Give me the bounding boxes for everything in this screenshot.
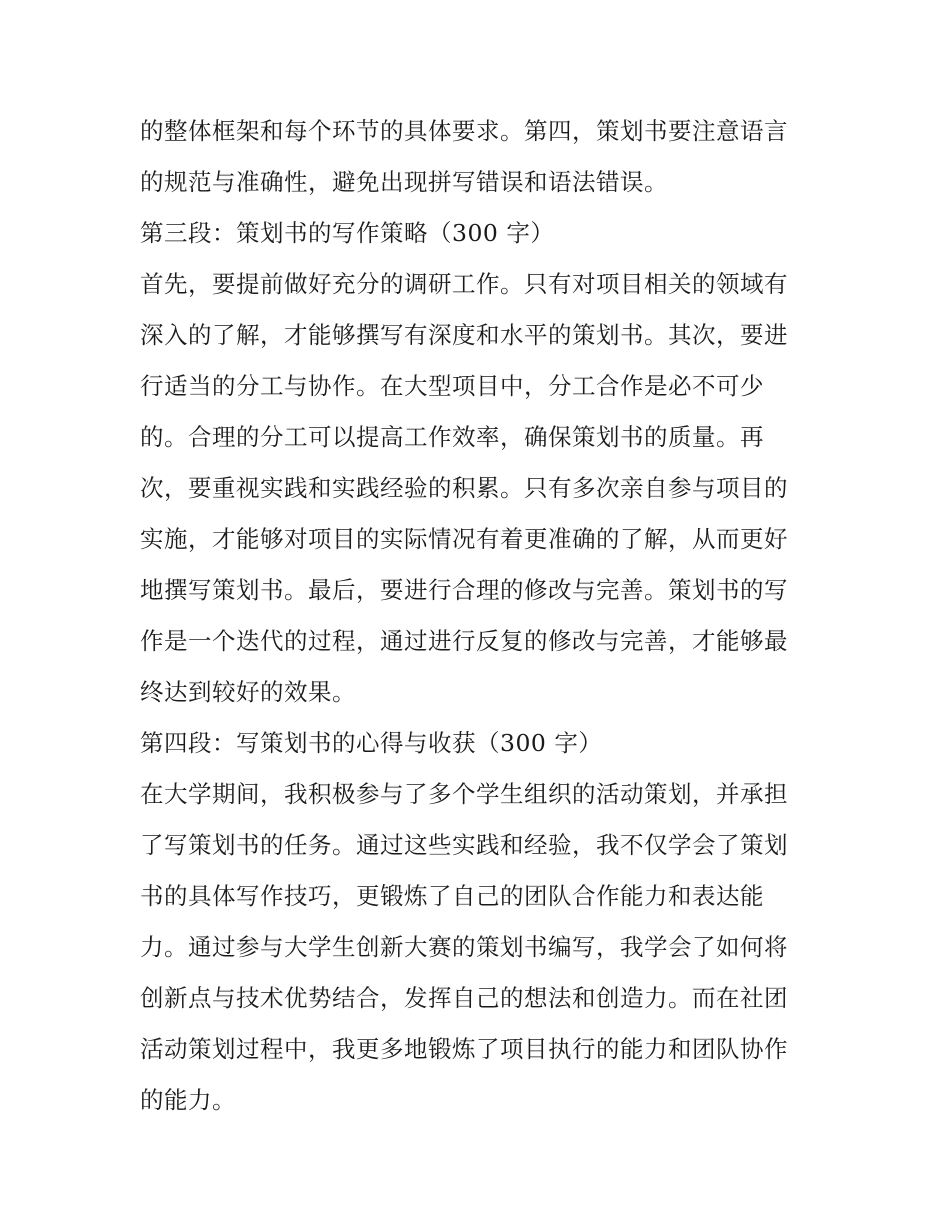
text-line: 地撰写策划书。最后，要进行合理的修改与完善。策划书的写 xyxy=(140,576,788,604)
text-line: 的规范与准确性，避免出现拼写错误和语法错误。 xyxy=(140,168,668,196)
text-line: 书的具体写作技巧，更锻炼了自己的团队合作能力和表达能 xyxy=(140,882,764,910)
text-line: 创新点与技术优势结合，发挥自己的想法和创造力。而在社团 xyxy=(140,984,788,1012)
text-line: 了写策划书的任务。通过这些实践和经验，我不仅学会了策划 xyxy=(140,831,788,859)
document-body xyxy=(140,106,820,1126)
text-line: 作是一个迭代的过程，通过进行反复的修改与完善，才能够最 xyxy=(140,627,788,655)
text-line: 首先，要提前做好充分的调研工作。只有对项目相关的领域有 xyxy=(140,270,788,298)
text-line: 深入的了解，才能够撰写有深度和水平的策划书。其次，要进 xyxy=(140,321,788,349)
text-line: 活动策划过程中，我更多地锻炼了项目执行的能力和团队协作 xyxy=(140,1035,788,1063)
text-line: 的能力。 xyxy=(140,1086,236,1114)
text-line: 的整体框架和每个环节的具体要求。第四，策划书要注意语言 xyxy=(140,117,788,145)
text-line: 力。通过参与大学生创新大赛的策划书编写，我学会了如何将 xyxy=(140,933,788,961)
text-line: 实施，才能够对项目的实际情况有着更准确的了解，从而更好 xyxy=(140,525,788,553)
section-heading-4: 第四段：写策划书的心得与收获（300 字） xyxy=(140,729,603,757)
text-line: 终达到较好的效果。 xyxy=(140,678,356,706)
text-line: 次，要重视实践和实践经验的积累。只有多次亲自参与项目的 xyxy=(140,474,788,502)
text-line: 行适当的分工与协作。在大型项目中，分工合作是必不可少 xyxy=(140,372,764,400)
section-heading-3: 第三段：策划书的写作策略（300 字） xyxy=(140,219,555,247)
text-line: 的。合理的分工可以提高工作效率，确保策划书的质量。再 xyxy=(140,423,764,451)
text-line: 在大学期间，我积极参与了多个学生组织的活动策划，并承担 xyxy=(140,780,788,808)
